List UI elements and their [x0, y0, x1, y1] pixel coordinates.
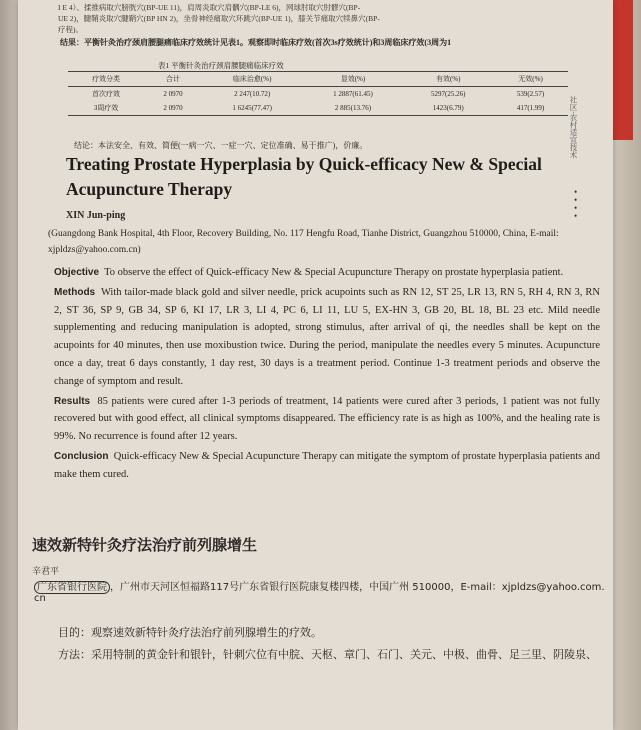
table-title: 表1 平衡针灸治疗颈肩腰腿痛临床疗效: [158, 61, 284, 70]
table-cell: 1 2887(61.45): [333, 90, 373, 98]
affiliation-hospital-highlight: 广东省银行医院: [34, 581, 110, 594]
table-cell: 2 885(13.76): [334, 104, 372, 112]
table-cell: 1423(6.79): [432, 104, 464, 112]
table-row: [68, 87, 568, 102]
table-header: 无效(%): [518, 75, 543, 83]
table-header-row: [68, 72, 568, 87]
top-line: UE 2)，腱鞘炎取穴腱鞘穴(BP HN 2)，坐骨神经痛取穴环跳穴(BP-UE 1)，膝关节痛取穴犊鼻穴(BP-: [58, 14, 380, 23]
results-paragraph: [30, 393, 600, 446]
article-affiliation-cn: [34, 578, 605, 604]
table-header: 有效(%): [435, 75, 461, 83]
objective-paragraph: [30, 264, 600, 282]
table-row: [68, 101, 568, 116]
table-cell: 3周疗效: [93, 104, 119, 112]
objective-cn: 目的：观察速效新特针灸疗法治疗前列腺增生的疗效。: [58, 626, 322, 639]
top-line: I E 4）、揉推病取穴膀胱穴(BP-UE 11)，肩周炎取穴肩髃穴(BP-LE 6)，网球肘取穴肘髎穴(BP-: [58, 3, 361, 12]
methods-text: With tailor-made black gold and silver needle, prick acupoints such as RN 12, ST 25, LR 13, RN 5, RH 4, RN 3, RN 2, ST 36, SP 9, GB 34, SP 6, KI 17, LR 3, LI 4, PC 6, LI 11, LU 5, EX-HN 3, GB 20, BL 18, BL 23 etc. Mild needle supplementing and reducing manipulation is adopted, strong stimulus, after arrival of qi, the needles shall be kept on the acupoints for 40 minutes, then use moxibustion twice. During the period, manipulate the needles every 5 minutes. Acupuncture once a day, treat 6 days constantly, 1 day rest, 30 days is a treatment period. Continue 1-3 treatment periods and observe the change of symptom and result.: [54, 286, 600, 387]
top-text-block: [58, 2, 578, 35]
objective-text: To observe the effect of Quick-efficacy New & Special Acupuncture Therapy on prostate hyperplasia patient.: [104, 267, 564, 278]
objective-label: Objective: [54, 267, 100, 278]
table-header: 合计: [165, 75, 180, 83]
table-cell: 2 0970: [163, 104, 183, 112]
table-cell: 5297(25.26): [431, 90, 466, 98]
article-author-en: XIN Jun-ping: [66, 210, 126, 221]
efficacy-table: [68, 60, 568, 116]
journal-page: [18, 0, 613, 730]
conclusion-paragraph: [30, 448, 600, 484]
conclusion-label: Conclusion: [54, 450, 109, 462]
article-title-cn: 速效新特针灸疗法治疗前列腺增生: [32, 536, 258, 554]
methods-paragraph: [30, 284, 600, 391]
methods-label: Methods: [54, 286, 96, 298]
article-title-en: Treating Prostate Hyperplasia by Quick-efficacy New & Special Acupuncture Therapy: [66, 154, 542, 199]
affiliation-end: cn: [34, 593, 46, 604]
side-dots-decoration: • • • •: [574, 187, 578, 221]
table-cell: 首次疗效: [92, 90, 121, 98]
affiliation-address: ，广州市天河区恒福路117号广东省银行医院康复楼四楼，中国广州 510000，E-mail：xjpldzs@yahoo.com.: [110, 582, 605, 593]
article-author-cn: 辛君平: [32, 567, 60, 577]
top-line: 疗程)。: [58, 25, 83, 34]
abstract-body-cn: [58, 622, 613, 666]
table-header: 疗效分类: [92, 75, 121, 83]
methods-cn: 方法：采用特制的黄金针和银针，针刺穴位有中脘、天枢、章门、石门、关元、中极、曲骨、足三里、阴陵泉、: [58, 648, 597, 661]
table-cell: 1 6245(77.47): [232, 104, 272, 112]
table-conclusion: 结论：本法安全、有效、简便(一病一穴、一症一穴、定位准确、易于推广)，价廉。: [74, 141, 368, 150]
article-affiliation-en: (Guangdong Bank Hospital, 4th Floor, Recovery Building, No. 117 Hengfu Road, Tianhe District, Guangzhou 510000, China, E-mail: xjpldzs@yahoo.com.cn): [48, 229, 559, 255]
table-cell: 2 0970: [163, 90, 183, 98]
table-cell: 539(2.57): [516, 90, 545, 98]
results-text: 85 patients were cured after 1-3 periods of treatment, 14 patients were cured after 3 periods, 1 patient was not fully recovered but with good effect, all clinical symptoms disappeared. The efficiency rate is as high as 100%, and the healing rate is 99%. No recurrence is found after 12 years.: [54, 395, 601, 443]
conclusion-text: Quick-efficacy New & Special Acupuncture Therapy can mitigate the symptom of prostate hyperplasia patients and make them cured.: [54, 450, 601, 480]
table-cell: 417(1.99): [516, 104, 545, 112]
table-cell: 2 247(10.72): [234, 90, 271, 98]
side-section-label: 社区·农村适宜技术: [569, 96, 578, 159]
results-label: Results: [54, 395, 91, 407]
result-line: 结果：平衡针灸治疗颈肩腰腿痛临床疗效统计见表1。观察即时临床疗效(首次3s疗效统计)和3周临床疗效(3周为1: [60, 38, 452, 47]
table-header: 临床治愈(%): [232, 75, 272, 83]
table-header: 显效(%): [340, 75, 366, 83]
abstract-body-en: [30, 264, 600, 486]
